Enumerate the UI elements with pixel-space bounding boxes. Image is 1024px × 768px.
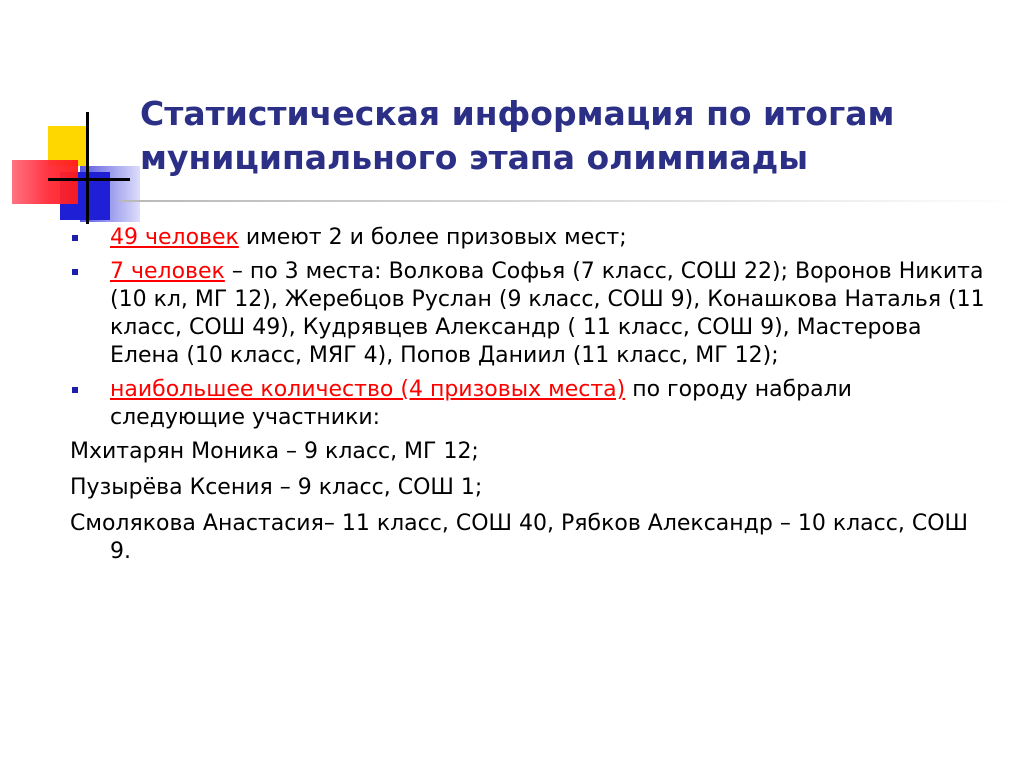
link-most-prizes[interactable]: наибольшее количество (4 призовых места) xyxy=(110,377,626,402)
decorative-squares xyxy=(0,0,140,230)
bullet-square-icon xyxy=(72,235,78,241)
slide-title-line-2: муниципального этапа олимпиады xyxy=(140,138,809,177)
title-divider xyxy=(120,200,1020,202)
slide-body xyxy=(70,224,990,574)
bullet-text: по городу набрали следующие участники: xyxy=(110,377,852,430)
slide-title-line-1: Статистическая информация по итогам xyxy=(140,94,895,133)
bullet-square-icon xyxy=(72,269,78,275)
bullet-text: имеют 2 и более призовых мест; xyxy=(238,225,627,250)
bullet-item xyxy=(70,224,990,252)
vertical-line xyxy=(86,112,89,224)
horizontal-line xyxy=(48,178,130,181)
bullet-item xyxy=(70,258,990,370)
red-gradient-block xyxy=(12,160,78,204)
participant-line: Мхитарян Моника – 9 класс, МГ 12; xyxy=(70,439,479,464)
slide-title xyxy=(140,92,1000,180)
bullet-square-icon xyxy=(72,387,78,393)
participant-line: Смолякова Анастасия– 11 класс, СОШ 40, Рябков Александр – 10 класс, СОШ 9. xyxy=(70,511,969,564)
link-7-people[interactable]: 7 человек xyxy=(110,259,225,284)
participant-line: Пузырёва Ксения – 9 класс, СОШ 1; xyxy=(70,475,483,500)
bullet-item xyxy=(70,376,990,432)
bullet-text: – по 3 места: Волкова Софья (7 класс, СОШ 22); Воронов Никита (10 кл, МГ 12), Жеребцов Руслан (9 класс, СОШ 9), Конашкова Наталья (11 класс, СОШ 49), Кудрявцев Александр ( 11 класс, СОШ 9), Мастерова Елена (10 класс, МЯГ 4), Попов Даниил (11 класс, МГ 12); xyxy=(110,259,985,368)
link-49-people[interactable]: 49 человек xyxy=(110,225,239,250)
